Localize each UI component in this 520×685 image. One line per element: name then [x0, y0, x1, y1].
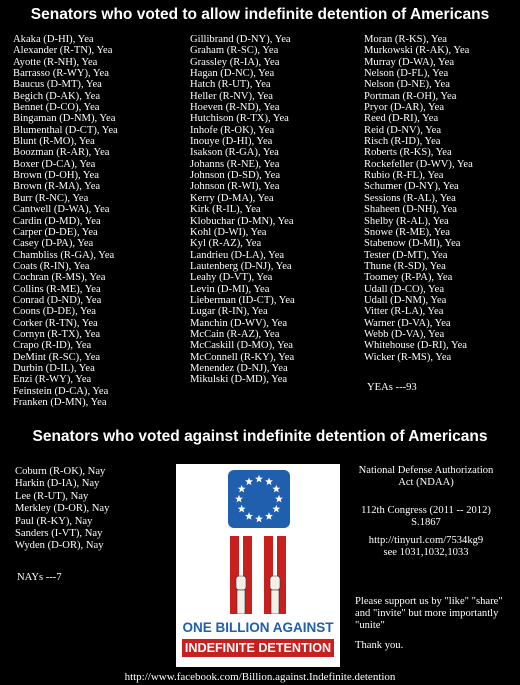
senator-yea-entry: Heller (R-NV), Yea [190, 90, 273, 102]
senator-yea-entry: Toomey (R-PA), Yea [364, 272, 453, 284]
senator-yea-entry: Webb (D-VA), Yea [364, 328, 445, 340]
yea-section-title: Senators who voted to allow indefinite detention of Americans [30, 6, 490, 23]
senator-yea-entry: Manchin (D-WV), Yea [190, 317, 288, 329]
senator-yea-entry: Rockefeller (D-WV), Yea [364, 158, 473, 170]
senator-yea-entry: Durbin (D-IL), Yea [13, 362, 95, 374]
senator-yea-entry: McCain (R-AZ), Yea [190, 328, 280, 340]
senator-yea-entry: Coons (D-DE), Yea [13, 306, 96, 318]
senator-yea-entry: Hoeven (R-ND), Yea [190, 102, 280, 114]
senator-yea-entry: Chambliss (R-GA), Yea [13, 249, 115, 261]
senator-yea-entry: Udall (D-CO), Yea [364, 283, 445, 295]
senator-yea-entry: Murray (D-WA), Yea [364, 56, 455, 68]
senator-yea-entry: Carper (D-DE), Yea [13, 226, 98, 238]
senator-yea-entry: Brown (D-OH), Yea [13, 170, 99, 182]
senator-yea-entry: Bennet (D-CO), Yea [13, 102, 100, 114]
senator-yea-entry: Enzi (R-WY), Yea [13, 374, 92, 386]
senator-yea-entry: Cardin (D-MD), Yea [13, 215, 101, 227]
flag-prison-bars-illustration [176, 464, 340, 614]
senator-yea-entry: Boozman (R-AR), Yea [13, 147, 110, 159]
senator-yea-entry: Murkowski (R-AK), Yea [364, 45, 470, 57]
senator-yea-entry: Casey (D-PA), Yea [13, 238, 94, 250]
senator-yea-entry: Lautenberg (D-NJ), Yea [190, 260, 292, 272]
senator-yea-entry: Reid (D-NV), Yea [364, 124, 442, 136]
senator-yea-entry: Whitehouse (D-RI), Yea [364, 340, 467, 352]
yea-list-column-3 [364, 34, 473, 363]
senator-yea-entry: Schumer (D-NY), Yea [364, 181, 459, 193]
senator-yea-entry: Lugar (R-IN), Yea [190, 306, 268, 318]
senator-yea-entry: Bingaman (D-NM), Yea [13, 113, 116, 125]
senator-nay-entry: Merkley (D-OR), Nay [15, 503, 110, 515]
footer-facebook-link[interactable]: http://www.facebook.com/Billion.against.Indefinite.detention [124, 671, 396, 683]
senator-yea-entry: Tester (D-MT), Yea [364, 249, 448, 261]
senator-yea-entry: Snowe (R-ME), Yea [364, 226, 450, 238]
senator-yea-entry: Crapo (R-ID), Yea [13, 340, 92, 352]
senator-yea-entry: Cochran (R-MS), Yea [13, 272, 106, 284]
senator-yea-entry: Landrieu (D-LA), Yea [190, 249, 285, 261]
senator-yea-entry: Baucus (D-MT), Yea [13, 79, 102, 91]
senator-yea-entry: Ayotte (R-NH), Yea [13, 56, 98, 68]
ndaa-title-line-2: Act (NDAA) [398, 477, 454, 488]
bill-number: S.1867 [411, 517, 441, 528]
yea-list-column-1 [13, 34, 118, 408]
senator-yea-entry: Sessions (R-AL), Yea [364, 192, 456, 204]
senator-yea-entry: Inouye (D-HI), Yea [190, 136, 273, 148]
senator-yea-entry: Reed (D-RI), Yea [364, 113, 439, 125]
senator-yea-entry: McCaskill (D-MO), Yea [190, 340, 293, 352]
senator-yea-entry: Roberts (R-KS), Yea [364, 147, 452, 159]
senator-yea-entry: Johnson (R-WI), Yea [190, 181, 280, 193]
senator-yea-entry: Grassley (R-IA), Yea [190, 56, 280, 68]
senator-yea-entry: Cornyn (R-TX), Yea [13, 328, 101, 340]
nay-section-title: Senators who voted against indefinite detention of Americans [32, 428, 488, 445]
reference-links [350, 535, 502, 559]
senator-yea-entry: Pryor (D-AR), Yea [364, 102, 445, 114]
senator-yea-entry: Gillibrand (D-NY), Yea [190, 34, 291, 45]
senator-yea-entry: Shelby (R-AL), Yea [364, 215, 449, 227]
campaign-poster [176, 464, 340, 667]
senator-yea-entry: McConnell (R-KY), Yea [190, 351, 295, 363]
yeas-total: YEAs ---93 [367, 382, 417, 393]
senator-yea-entry: Brown (R-MA), Yea [13, 181, 101, 193]
senator-yea-entry: DeMint (R-SC), Yea [13, 351, 101, 363]
senator-yea-entry: Burr (R-NC), Yea [13, 192, 89, 204]
senator-yea-entry: Udall (D-NM), Yea [364, 294, 447, 306]
senator-yea-entry: Kyl (R-AZ), Yea [190, 238, 262, 250]
senator-nay-entry: Paul (R-KY), Nay [15, 515, 93, 527]
nays-total: NAYs ---7 [17, 572, 62, 583]
senator-yea-entry: Akaka (D-HI), Yea [13, 34, 94, 45]
poster-caption-line-1: ONE BILLION AGAINST [182, 620, 334, 635]
senator-yea-entry: Franken (D-MN), Yea [13, 397, 107, 408]
senator-nay-entry: Wyden (D-OR), Nay [15, 540, 104, 552]
senator-yea-entry: Kerry (D-MA), Yea [190, 192, 274, 204]
thank-you-text: Thank you. [355, 640, 404, 651]
senator-yea-entry: Klobuchar (D-MN), Yea [190, 215, 294, 227]
senator-yea-entry: Warner (D-VA), Yea [364, 317, 451, 329]
senator-yea-entry: Begich (D-AK), Yea [13, 90, 101, 102]
senator-yea-entry: Hagan (D-NC), Yea [190, 68, 275, 80]
senator-yea-entry: Risch (R-ID), Yea [364, 136, 441, 148]
senator-yea-entry: Boxer (D-CA), Yea [13, 158, 96, 170]
senator-yea-entry: Nelson (D-FL), Yea [364, 68, 449, 80]
ndaa-title-line-1: National Defense Authorization [358, 465, 494, 476]
senator-yea-entry: Hatch (R-UT), Yea [190, 79, 271, 91]
senator-yea-entry: Wicker (R-MS), Yea [364, 351, 452, 363]
senator-yea-entry: Lieberman (ID-CT), Yea [190, 294, 295, 306]
senator-yea-entry: Levin (D-MI), Yea [190, 283, 270, 295]
senator-nay-entry: Lee (R-UT), Nay [15, 490, 89, 502]
section-reference: see 1031,1032,1033 [383, 547, 469, 558]
senator-yea-entry: Blunt (R-MO), Yea [13, 136, 95, 148]
senator-yea-entry: Conrad (D-ND), Yea [13, 294, 102, 306]
senator-yea-entry: Shaheen (D-NH), Yea [364, 204, 457, 216]
senator-yea-entry: Graham (R-SC), Yea [190, 45, 279, 57]
senator-yea-entry: Portman (R-OH), Yea [364, 90, 457, 102]
senator-yea-entry: Blumenthal (D-CT), Yea [13, 124, 118, 136]
tinyurl-link[interactable]: http://tinyurl.com/7534kg9 [368, 535, 484, 546]
senator-yea-entry: Barrasso (R-WY), Yea [13, 68, 109, 80]
senator-yea-entry: Collins (R-ME), Yea [13, 283, 101, 295]
senator-yea-entry: Feinstein (D-CA), Yea [13, 385, 109, 397]
ndaa-title [350, 465, 502, 489]
nay-list [15, 466, 109, 553]
senator-nay-entry: Coburn (R-OK), Nay [15, 466, 106, 477]
senator-yea-entry: Kohl (D-WI), Yea [190, 226, 267, 238]
senator-yea-entry: Kirk (R-IL), Yea [190, 204, 261, 216]
senator-yea-entry: Hutchison (R-TX), Yea [190, 113, 289, 125]
support-message: Please support us by "like" "share" and "invite" but more importantly "unite" [355, 596, 503, 631]
senator-yea-entry: Isakson (R-GA), Yea [190, 147, 279, 159]
senator-yea-entry: Moran (R-KS), Yea [364, 34, 447, 45]
senator-yea-entry: Mikulski (D-MD), Yea [190, 374, 288, 386]
senator-yea-entry: Vitter (R-LA), Yea [364, 306, 444, 318]
congress-line: 112th Congress (2011 -- 2012) [361, 505, 491, 516]
poster-caption-line-2: INDEFINITE DETENTION [182, 639, 334, 657]
senator-yea-entry: Leahy (D-VT), Yea [190, 272, 273, 284]
senator-yea-entry: Cantwell (D-WA), Yea [13, 204, 110, 216]
yea-list-column-2 [190, 34, 295, 386]
senator-yea-entry: Corker (R-TN), Yea [13, 317, 98, 329]
senator-yea-entry: Menendez (D-NJ), Yea [190, 362, 288, 374]
senator-yea-entry: Nelson (D-NE), Yea [364, 79, 450, 91]
senator-yea-entry: Johnson (D-SD), Yea [190, 170, 281, 182]
hands-gripping-bars [236, 576, 280, 614]
senator-yea-entry: Johanns (R-NE), Yea [190, 158, 280, 170]
senator-yea-entry: Alexander (R-TN), Yea [13, 45, 113, 57]
senator-yea-entry: Thune (R-SD), Yea [364, 260, 446, 272]
senator-nay-entry: Harkin (D-IA), Nay [15, 478, 100, 490]
congress-info [350, 505, 502, 529]
senator-yea-entry: Coats (R-IN), Yea [13, 260, 90, 272]
senator-yea-entry: Stabenow (D-MI), Yea [364, 238, 461, 250]
senator-yea-entry: Rubio (R-FL), Yea [364, 170, 444, 182]
senator-yea-entry: Inhofe (R-OK), Yea [190, 124, 275, 136]
senator-nay-entry: Sanders (I-VT), Nay [15, 528, 103, 540]
